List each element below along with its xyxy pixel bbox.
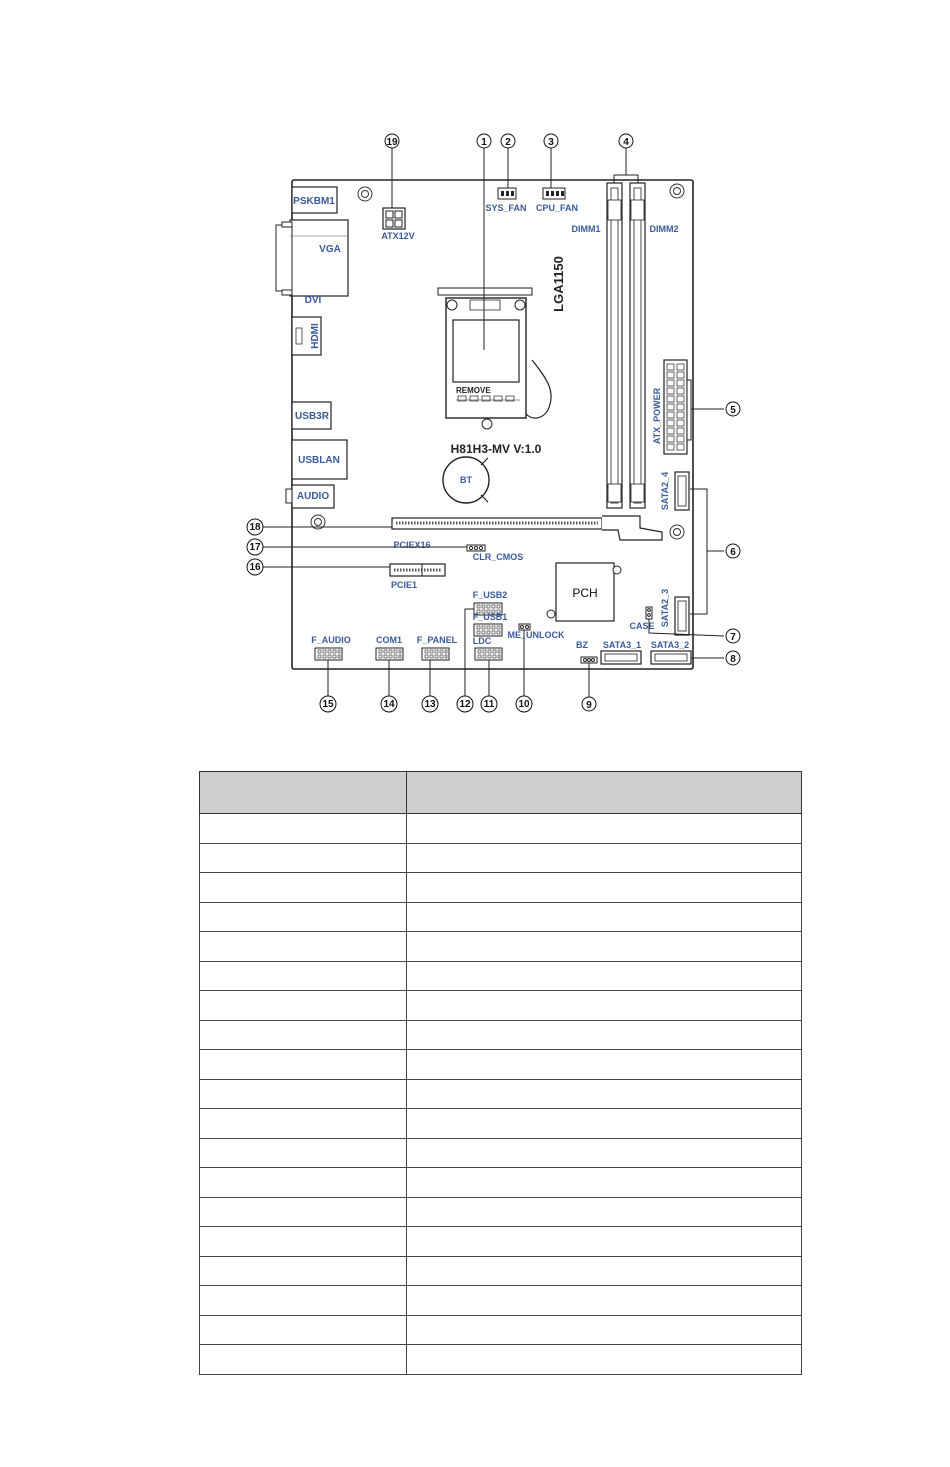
callout-12 [457, 696, 473, 712]
callout-16 [247, 559, 263, 575]
svg-text:9: 9 [586, 700, 592, 711]
table-row [200, 1345, 802, 1375]
usb-lan-port-label: USBLAN [298, 455, 340, 466]
table-cell [407, 961, 802, 991]
table-cell [200, 1197, 407, 1227]
table-cell [200, 1345, 407, 1375]
callout-1 [477, 134, 491, 148]
table-cell [200, 1109, 407, 1139]
sata3-1-port [601, 651, 641, 664]
table-cell [200, 1079, 407, 1109]
table-cell [407, 814, 802, 844]
table-cell [200, 902, 407, 932]
ps2-port-label: PSKBM1 [293, 196, 335, 207]
svg-text:5: 5 [730, 405, 736, 416]
table-cell [200, 932, 407, 962]
svg-text:11: 11 [483, 699, 495, 710]
clr-cmos-jumper [467, 545, 485, 551]
cpu-fan-label: CPU_FAN [535, 203, 579, 213]
table-row [200, 1286, 802, 1316]
callout-10 [516, 696, 532, 712]
table-row [200, 1256, 802, 1286]
ldc-label: LDC [472, 636, 492, 646]
sata3-2-port [651, 651, 691, 664]
callout-11 [481, 696, 497, 712]
table-cell [200, 873, 407, 903]
svg-text:8: 8 [730, 654, 736, 665]
callout-7 [726, 629, 740, 643]
svg-text:3: 3 [548, 137, 554, 148]
table-row [200, 814, 802, 844]
svg-text:6: 6 [730, 547, 736, 558]
table-row [200, 843, 802, 873]
f-usb1-header [474, 624, 502, 636]
f-audio-label: F_AUDIO [311, 635, 351, 645]
table-row [200, 932, 802, 962]
pcie1-label: PCIE1 [390, 580, 418, 590]
case-header [646, 607, 652, 619]
vga-port [290, 220, 348, 296]
table-cell [407, 1345, 802, 1375]
f-audio-header [315, 648, 342, 660]
callout-17 [247, 539, 263, 555]
svg-text:2: 2 [505, 137, 511, 148]
table-row [200, 961, 802, 991]
sata2-4-label: SATA2_4 [660, 471, 670, 511]
table-cell [407, 1138, 802, 1168]
table-cell [407, 1168, 802, 1198]
audio-jack-label: AUDIO [296, 491, 330, 502]
clr-cmos-label: CLR_CMOS [472, 552, 524, 562]
callout-13 [422, 696, 438, 712]
me-unlock-label: ME_UNLOCK [507, 630, 565, 640]
bz-label: BZ [576, 640, 588, 650]
table-header-cell [407, 772, 802, 814]
atx-power-connector [664, 360, 691, 454]
table-cell [407, 1256, 802, 1286]
svg-text:14: 14 [383, 699, 395, 710]
table-cell [200, 1138, 407, 1168]
table-row [200, 1079, 802, 1109]
component-table [199, 771, 802, 1375]
svg-text:12: 12 [459, 699, 471, 710]
callout-14 [381, 696, 397, 712]
table-cell [200, 1256, 407, 1286]
ldc-header [475, 648, 502, 660]
table-cell [407, 1050, 802, 1080]
table-cell [200, 1050, 407, 1080]
table-cell [407, 1315, 802, 1345]
sata3-1-label: SATA3_1 [602, 640, 642, 650]
table-row [200, 1227, 802, 1257]
svg-text:13: 13 [424, 699, 436, 710]
f-panel-label: F_PANEL [416, 635, 458, 645]
callout-2 [501, 134, 515, 148]
table-cell [200, 1227, 407, 1257]
table-cell [200, 1286, 407, 1316]
f-panel-header [422, 648, 449, 660]
table-row [200, 991, 802, 1021]
board-model-label: H81H3-MV V:1.0 [450, 442, 542, 456]
hdmi-port-label: HDMI [310, 323, 321, 349]
svg-text:15: 15 [322, 699, 334, 710]
callout-4 [619, 134, 633, 148]
pcie1-slot [390, 564, 445, 576]
svg-text:17: 17 [249, 542, 261, 553]
callout-15 [320, 696, 336, 712]
table-cell [407, 843, 802, 873]
com1-label: COM1 [375, 635, 403, 645]
table-header-cell [200, 772, 407, 814]
table-row [200, 1050, 802, 1080]
vga-port-label: VGA [319, 244, 341, 255]
socket-model-label: LGA1150 [551, 256, 566, 312]
sata2-3-label: SATA2_3 [660, 588, 670, 628]
table-row [200, 1315, 802, 1345]
callout-6 [726, 544, 740, 558]
svg-text:7: 7 [730, 632, 736, 643]
callout-9 [582, 697, 596, 711]
sata3-2-label: SATA3_2 [650, 640, 690, 650]
usb3-port-label: USB3R [295, 411, 329, 422]
table-row [200, 1197, 802, 1227]
sata2-4-port [675, 472, 689, 510]
table-cell [407, 1197, 802, 1227]
battery-label: BT [460, 475, 472, 485]
table-cell [407, 1109, 802, 1139]
svg-text:16: 16 [249, 562, 261, 573]
table-cell [200, 961, 407, 991]
pciex16-label: PCIEX16 [393, 540, 431, 550]
pch-label: PCH [572, 586, 598, 600]
sys-fan-label: SYS_FAN [485, 203, 527, 213]
socket-remove-label: REMOVE [456, 386, 491, 395]
table-cell [407, 991, 802, 1021]
f-usb2-label: F_USB2 [472, 590, 508, 600]
callout-18 [247, 519, 263, 535]
table-row [200, 902, 802, 932]
dvi-port-label: DVI [304, 295, 322, 306]
table-cell [407, 1286, 802, 1316]
atx-power-label: ATX_POWER [652, 387, 662, 445]
table-row [200, 1109, 802, 1139]
svg-text:10: 10 [518, 699, 530, 710]
case-label: CASE [629, 621, 655, 631]
table-row [200, 1168, 802, 1198]
svg-text:1: 1 [481, 137, 487, 148]
svg-text:18: 18 [249, 522, 261, 533]
atx12v-label: ATX12V [381, 231, 415, 241]
table-cell [407, 902, 802, 932]
table-header-row [200, 772, 802, 814]
table-row [200, 1138, 802, 1168]
dimm1-label: DIMM1 [571, 224, 601, 234]
table-cell [200, 1315, 407, 1345]
table-cell [407, 1227, 802, 1257]
table-cell [407, 873, 802, 903]
svg-text:4: 4 [623, 137, 629, 148]
bz-header [581, 657, 597, 663]
sata2-3-port [675, 597, 689, 635]
com1-header [376, 648, 403, 660]
table-cell [200, 1168, 407, 1198]
callout-3 [544, 134, 558, 148]
svg-text:19: 19 [386, 137, 398, 148]
callout-19 [385, 134, 399, 148]
f-usb1-label: F_USB1 [472, 612, 508, 622]
table-cell [200, 814, 407, 844]
table-cell [200, 1020, 407, 1050]
callout-5 [726, 402, 740, 416]
dimm2-label: DIMM2 [649, 224, 679, 234]
callout-8 [726, 651, 740, 665]
table-row [200, 1020, 802, 1050]
table-cell [407, 1079, 802, 1109]
table-cell [200, 843, 407, 873]
table-row [200, 873, 802, 903]
table-cell [407, 932, 802, 962]
table-cell [407, 1020, 802, 1050]
table-cell [200, 991, 407, 1021]
